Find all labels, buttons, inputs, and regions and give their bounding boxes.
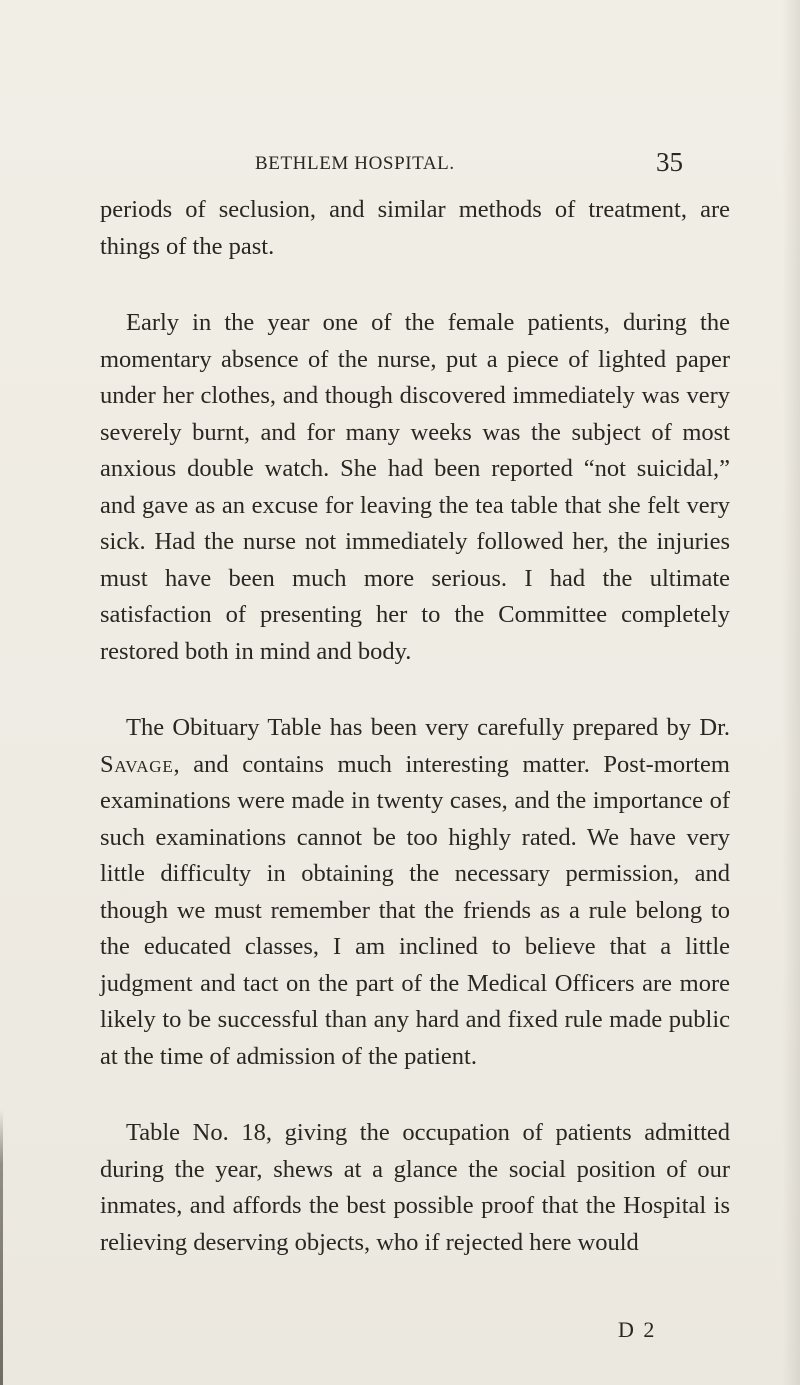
paragraph-obituary-table	[100, 710, 730, 1075]
binding-edge-line	[0, 1110, 3, 1385]
paragraph-burn-incident: Early in the year one of the female patients, during the momentary absence of the nurse, put a piece of lighted paper under her clothes, and though discovered immediately was very severely burnt, and for many weeks was the subject of most anxious double watch. She had been reported “not suicidal,” and gave as an excuse for leaving the tea table that she felt very sick. Had the nurse not immediately followed her, the injuries must have been much more serious. I had the ultimate satisfaction of presenting her to the Committee completely restored both in mind and body.	[100, 309, 730, 665]
obituary-text-after: , and contains much interesting matter. Post-mortem examinations were made in twenty cases, and the importance of such examinations cannot be too highly rated. We have very little difficulty in obtaining the necessary permission, and though we must remember that the friends as a rule belong to the educated classes, I am inclined to believe that a little judgment and tact on the part of the Medical Officers are more likely to be successful than any hard and fixed rule made public at the time of admission of the patient.	[100, 750, 730, 1070]
person-name-savage: Savage	[100, 750, 174, 778]
paragraph-occupation-table: Table No. 18, giving the occupation of patients admitted during the year, shews at a glance the social position of our inmates, and affords the best possible proof that the Hospital is relieving deserving objects, who if rejected here would	[100, 1119, 730, 1256]
signature-mark: D 2	[618, 1317, 657, 1342]
body-text	[100, 192, 730, 1261]
page-edge-shadow	[782, 0, 800, 1385]
page-number: 35	[656, 147, 683, 177]
paragraph-seclusion: periods of seclusion, and similar methods of treatment, are things of the past.	[100, 196, 730, 260]
obituary-text-before: The Obituary Table has been very carefully prepared by Dr.	[126, 714, 730, 741]
running-head	[0, 147, 800, 187]
running-title: BETHLEM HOSPITAL.	[255, 153, 455, 174]
